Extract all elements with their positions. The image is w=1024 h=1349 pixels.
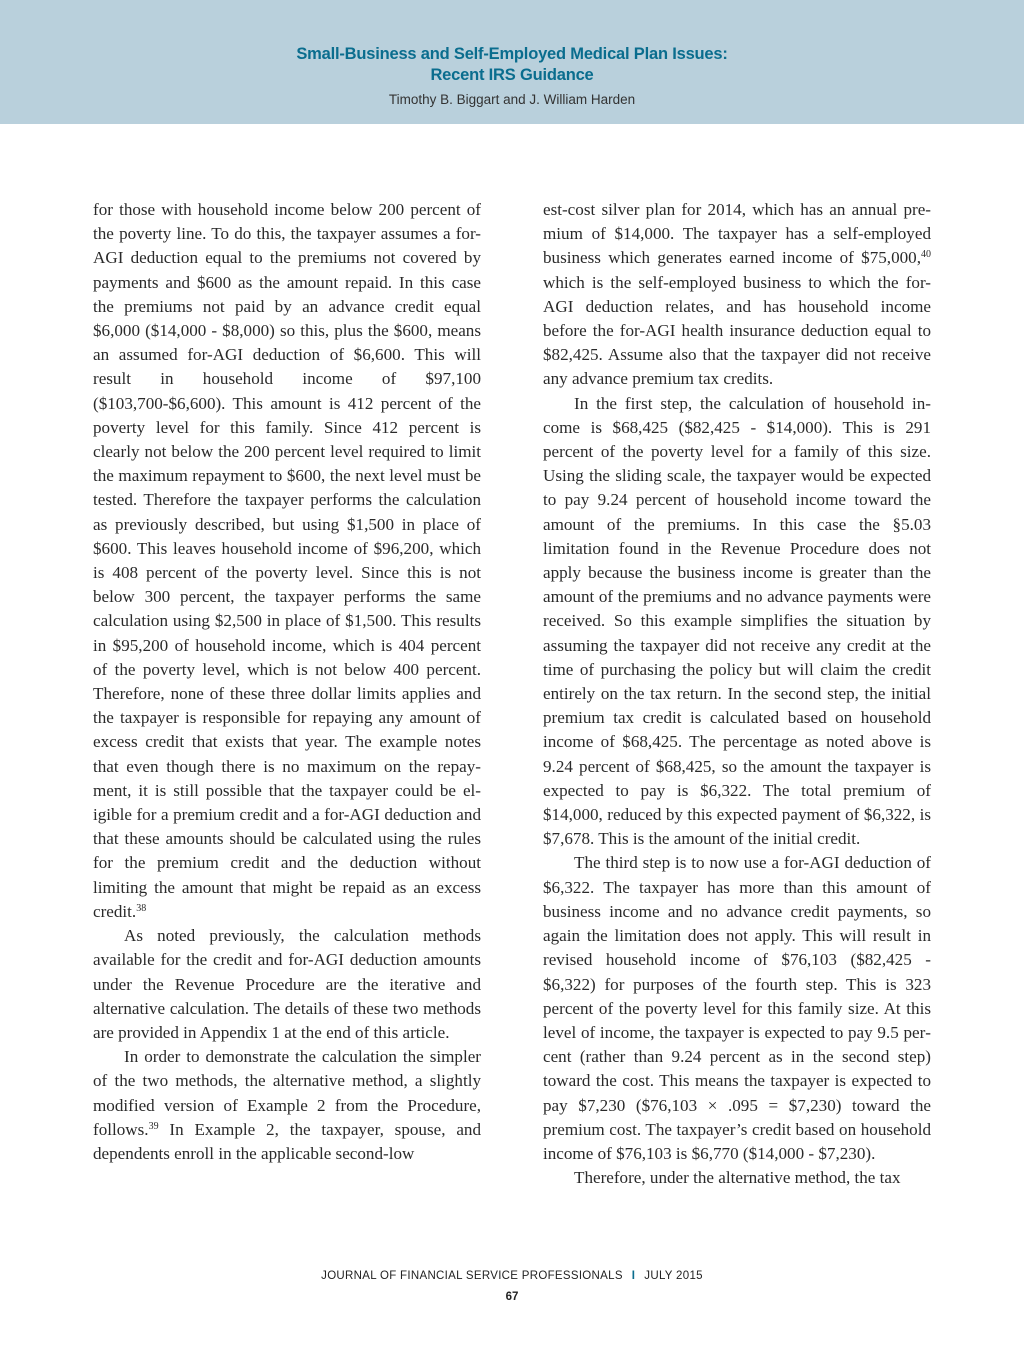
footnote-marker: 39 xyxy=(148,1120,159,1132)
paragraph-text: est-cost silver plan for 2014, which has an annual premium of $14,000. The taxpayer has a self-employed business which generates earned income of $75,000, xyxy=(543,200,931,268)
paragraph-text: which is the self-employed business to which the for-AGI deduction relates, and has household income before the for-AGI health insurance deduction equal to $82,425. Assume also that the taxpayer did not receive any advance premium tax credits. xyxy=(543,272,931,389)
left-column xyxy=(93,198,481,1166)
paragraph-text: for those with household income below 200 percent of the poverty line. To do this, the taxpayer assumes a for-AGI deduction equal to the premiums not covered by payments and $600 as the amount repaid. In this case the premiums not paid by an advance credit equal $6,000 ($14,000 - $8,000) so this, plus the $600, means an assumed for-AGI deduction of $6,600. This will result in household income of $97,100 ($103,700-$6,600). This amount is 412 percent of the poverty level for this family. Since 412 percent is clearly not below the 200 percent level required to limit the maximum repayment to $600, the next level must be tested. Therefore the taxpayer performs the calculation as previously described, but using $1,500 in place of $600. This leaves household income of $96,200, which is 408 percent of the poverty level. Since this is not below 300 percent, the taxpayer performs the same calculation using $2,500 in place of $1,500. This results in $95,200 of household income, which is 404 percent of the poverty level, which is not below 400 percent. Therefore, none of these three dollar limits applies and the taxpayer is responsible for repaying any amount of excess credit that exists that year. The example notes that even though there is no maximum on the repayment, it is still possible that the taxpayer could be eligible for a premium credit and a for-AGI deduction and that these amounts should be calculated using the rules for the premium credit and the deduction without limiting the amount that might be repaid as an excess credit. xyxy=(93,200,481,921)
page-number: 67 xyxy=(505,1291,519,1303)
paragraph-text: In Example 2, the taxpayer, spouse, and dependents enroll in the applicable second-low xyxy=(93,1119,481,1163)
body-paragraph xyxy=(93,1045,481,1166)
footnote-marker: 40 xyxy=(921,249,931,261)
paragraph-text: In order to demonstrate the calculation the simpler of the two methods, the alternative method, a slightly modified version of Example 2 from the Procedure, follows. xyxy=(93,1047,481,1139)
body-paragraph xyxy=(93,198,481,924)
article-title xyxy=(0,44,1024,86)
article-title-line-1: Small-Business and Self-Employed Medical Plan Issues: xyxy=(296,45,728,63)
journal-footer xyxy=(0,1270,1024,1282)
right-column xyxy=(543,198,931,1190)
body-paragraph: Therefore, under the alternative method, the tax xyxy=(574,1168,901,1188)
header-band xyxy=(0,0,1024,124)
body-paragraph: The third step is to now use a for-AGI deduction of $6,322. The taxpayer has more than this amount of business income and no advance credit payments, so again the limitation does not apply. This will result in revised household income of $76,103 ($82,425 - $6,322) for purposes of the fourth step. This is 323 percent of the poverty level for this family size. At this level of income, the taxpayer is expected to pay 9.5 percent (rather than 9.24 percent as in the second step) toward the cost. This means the taxpayer is expected to pay $7,230 ($76,103 × .095 = $7,230) toward the premium cost. The taxpayer’s credit based on household income of $76,103 is $6,770 ($14,000 - $7,230). xyxy=(543,853,931,1163)
body-paragraph xyxy=(543,198,931,392)
body-paragraph: As noted previously, the calculation methods available for the credit and for-AGI deduction amounts under the Revenue Procedure are the iterative and alternative calculation. The details of these two methods are provided in Appendix 1 at the end of this article. xyxy=(93,926,481,1042)
article-title-line-2: Recent IRS Guidance xyxy=(430,66,594,84)
body-paragraph: In the first step, the calculation of household income is $68,425 ($82,425 - $14,000). This is 291 percent of the poverty level for a family of this size. Using the sliding scale, the taxpayer would be expected to pay 9.24 percent of household income toward the amount of the premiums. In this case the §5.03 limitation found in the Revenue Procedure does not apply because the business income is greater than the amount of the premiums and no advance payments were received. So this example simplifies the situation by assuming the taxpayer did not receive any credit at the time of purchasing the policy but will claim the credit entirely on the tax return. In the second step, the initial premium tax credit is calculated based on household income of $68,425. The percentage as noted above is 9.24 percent of $68,425, so the amount the taxpayer is expected to pay is $6,322. The total premium of $14,000, reduced by this expected payment of $6,322, is $7,678. This is the amount of the initial credit. xyxy=(543,393,931,849)
article-authors: Timothy B. Biggart and J. William Harden xyxy=(388,92,636,107)
journal-name: JOURNAL OF FINANCIAL SERVICE PROFESSIONALS xyxy=(321,1270,623,1282)
issue-date: JULY 2015 xyxy=(644,1270,703,1282)
footnote-marker: 38 xyxy=(136,902,147,914)
footer-separator: I xyxy=(631,1270,636,1282)
